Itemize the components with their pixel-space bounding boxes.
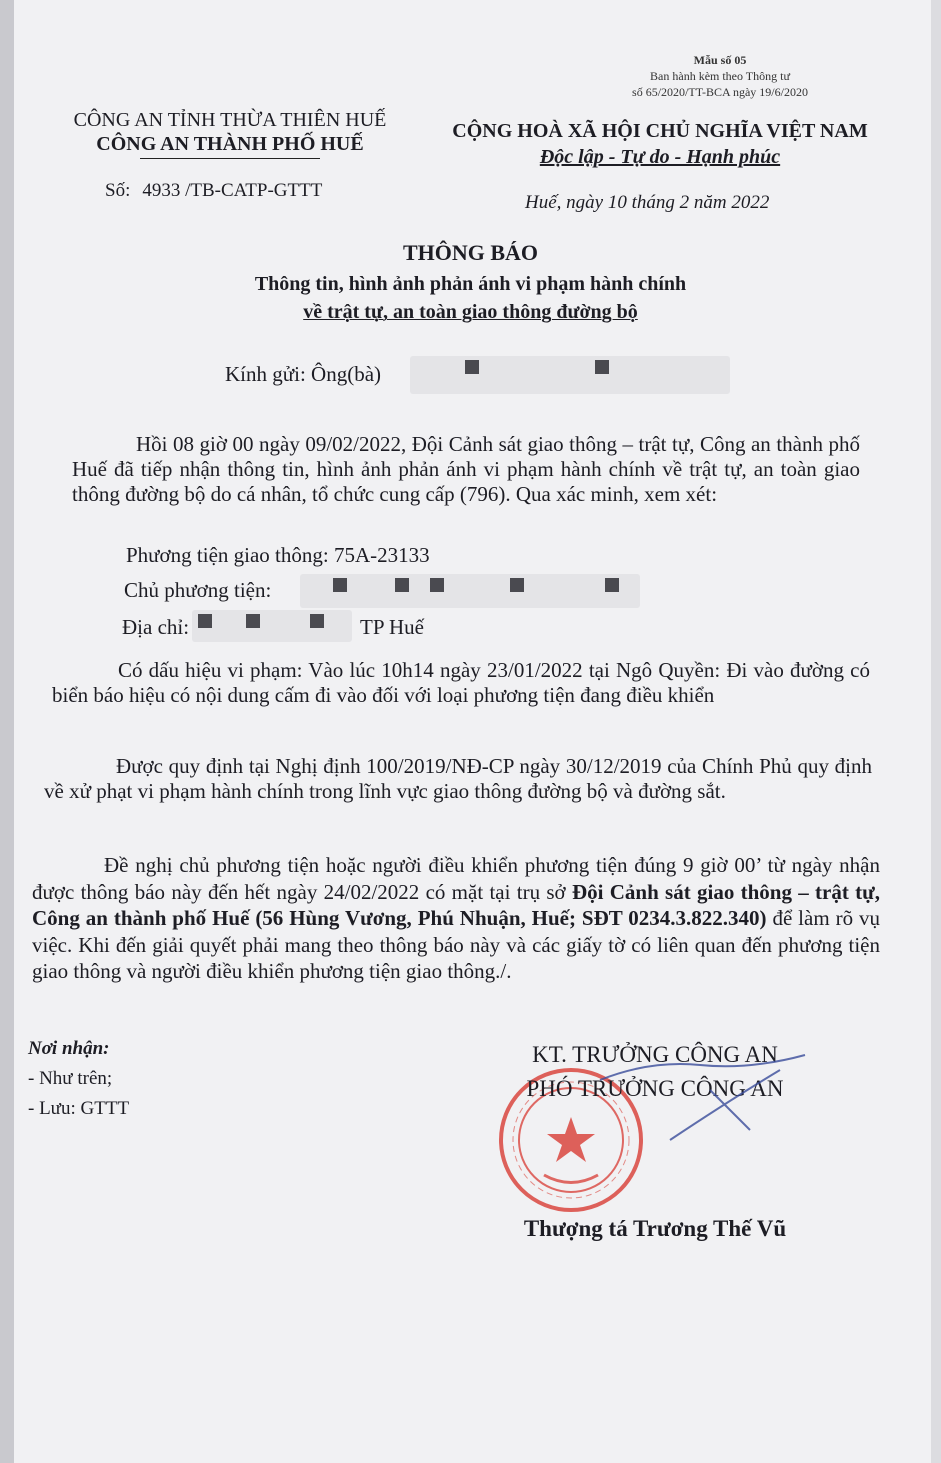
handwritten-signature [590, 1030, 820, 1150]
redaction-block [510, 578, 524, 592]
recipients [28, 1034, 129, 1124]
national-header [425, 118, 895, 170]
issuing-agency [40, 108, 420, 159]
greeting: Kính gửi: Ông(bà) [225, 362, 382, 386]
redaction-block [333, 578, 347, 592]
redaction-block [310, 614, 324, 628]
owner-address-city: TP Huế [360, 615, 424, 639]
redaction-block [465, 360, 479, 374]
agency-parent: CÔNG AN TỈNH THỪA THIÊN HUẾ [73, 109, 387, 131]
redaction-block [198, 614, 212, 628]
redaction-block [430, 578, 444, 592]
redaction-block [395, 578, 409, 592]
paragraph-intro [72, 432, 860, 507]
doc-number-value: 4933 /TB-CATP-GTTT [142, 180, 323, 201]
redacted-name [410, 356, 730, 394]
page-edge-shadow [0, 0, 14, 1463]
paragraph-violation [52, 658, 870, 708]
signature-title-1: KT. TRƯỞNG CÔNG AN [532, 1042, 778, 1067]
recipient-item: - Như trên; [28, 1068, 113, 1089]
national-motto: Độc lập - Tự do - Hạnh phúc [539, 146, 781, 168]
regulation-text: Được quy định tại Nghị định 100/2019/NĐ-CP ngày 30/12/2019 của Chính Phủ quy định về xử phạt vi phạm hành chính trong lĩnh vực giao thông đường bộ và đường sắt. [44, 754, 872, 803]
doc-number-label: Số: [105, 180, 131, 201]
violation-text: Có dấu hiệu vi phạm: Vào lúc 10h14 ngày 23/01/2022 tại Ngô Quyền: Đi vào đường có biển báo hiệu có nội dung cấm đi vào đối với loại phương tiện đang điều khiển [52, 658, 870, 707]
agency-name: CÔNG AN THÀNH PHỐ HUẾ [96, 133, 364, 155]
national-name: CỘNG HOÀ XÃ HỘI CHỦ NGHĨA VIỆT NAM [452, 120, 868, 142]
agency-underline [140, 158, 320, 159]
redaction-block [605, 578, 619, 592]
document-title: THÔNG BÁO [402, 240, 539, 265]
recipients-title: Nơi nhận: [28, 1038, 110, 1059]
form-issued-by: Ban hành kèm theo Thông tư [650, 69, 790, 83]
subtitle-line-2: về trật tự, an toàn giao thông đường bộ [303, 301, 638, 323]
owner-address-label: Địa chỉ: [122, 615, 190, 639]
document-number [105, 180, 322, 202]
intro-text: Hồi 08 giờ 00 ngày 09/02/2022, Đội Cảnh sát giao thông – trật tự, Công an thành phố Huế đã tiếp nhận thông tin, hình ảnh phản ánh vi phạm hành chính về trật tự, an toàn giao thông đường bộ do cá nhân, tổ chức cung cấp (796). Qua xác minh, xem xét: [72, 432, 860, 506]
form-circular: số 65/2020/TT-BCA ngày 19/6/2020 [632, 85, 808, 99]
place-date: Huế, ngày 10 tháng 2 năm 2022 [525, 192, 770, 213]
redacted-address [192, 610, 352, 642]
signer-name: Thượng tá Trương Thế Vũ [523, 1216, 787, 1241]
paragraph-regulation [44, 754, 872, 804]
vehicle-plate: Phương tiện giao thông: 75A-23133 [126, 543, 430, 567]
request-office: Đội Cảnh sát giao thông – trật tự, Công an thành phố Huế (56 Hùng Vương, Phú Nhuận, Huế; SĐT 0234.3.822.340) [32, 879, 880, 930]
vehicle-owner: Chủ phương tiện: [124, 578, 272, 602]
document-subtitle [0, 270, 941, 326]
form-info [590, 52, 850, 100]
request-text-a: Đề nghị chủ phương tiện hoặc người điều khiển phương tiện đúng 9 giờ 00’ từ ngày nhận được thông báo này đến hết ngày 24/02/2022 có mặt tại trụ sở [32, 853, 880, 904]
subtitle-line-1: Thông tin, hình ảnh phản ánh vi phạm hành chính [254, 273, 687, 295]
form-number: Mẫu số 05 [693, 53, 747, 67]
redacted-owner [300, 574, 640, 608]
request-text-c: để làm rõ vụ việc. Khi đến giải quyết phải mang theo thông báo này và các giấy tờ có liên quan đến phương tiện giao thông và người điều khiển phương tiện giao thông./. [32, 906, 880, 983]
redaction-block [246, 614, 260, 628]
redaction-block [595, 360, 609, 374]
signature-title-2: PHÓ TRƯỞNG CÔNG AN [526, 1076, 784, 1101]
recipient-item: - Lưu: GTTT [28, 1098, 130, 1119]
paragraph-request [32, 852, 880, 985]
page-edge-right [931, 0, 941, 1463]
